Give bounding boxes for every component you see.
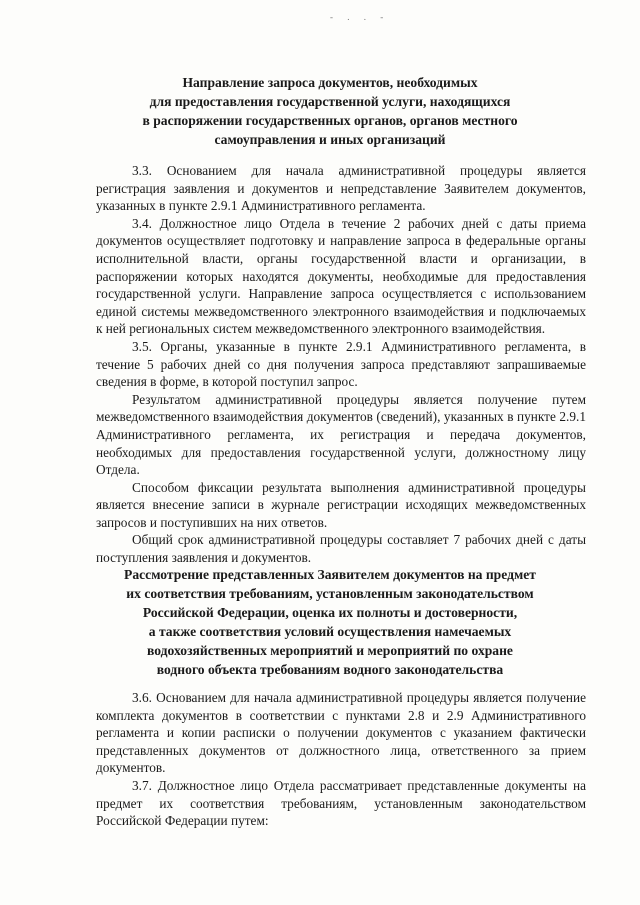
- section-heading-1: [100, 73, 560, 149]
- heading-line: в распоряжении государственных органов, органов местного: [142, 113, 518, 128]
- heading-line: самоуправления и иных организаций: [214, 132, 446, 147]
- heading-line: а также соответствия условий осуществления намечаемых: [148, 624, 512, 639]
- heading-line: их соответствия требованиям, установленным законодательством: [126, 586, 534, 601]
- paragraph-3-6: 3.6. Основанием для начала административной процедуры является получение комплекта документов в соответствии с пунктами 2.8 и 2.9 Административного регламента и копии расписки о получении документов с указанием фактически представленных документов от должностного лица, ответственного за прием документов.: [96, 690, 586, 776]
- heading-line: водного объекта требованиям водного законодательства: [156, 662, 504, 677]
- section-body-2: [96, 689, 586, 830]
- heading-line: Российской Федерации, оценка их полноты и достоверности,: [142, 605, 518, 620]
- paragraph-fixation: Способом фиксации результата выполнения административной процедуры является внесение записи в журнале регистрации исходящих межведомственных запросов и поступивших на них ответов.: [96, 479, 586, 530]
- paragraph-3-3: 3.3. Основанием для начала административной процедуры является регистрация заявления и документов и непредставление Заявителем документов, указанных в пункте 2.9.1 Административного регламента.: [96, 163, 586, 214]
- paragraph-3-4: 3.4. Должностное лицо Отдела в течение 2 рабочих дней с даты приема документов осуществляет подготовку и направление запроса в федеральные органы исполнительной власти, органы государственной власти и организации, в распоряжении которых находятся документы, необходимые для предоставления государственной услуги. Направление запроса осуществляется с использованием единой системы межведомственного электронного взаимодействия и подключаемых к ней региональных систем межведомственного электронного взаимодействия.: [96, 215, 586, 337]
- paragraph-total-term: Общий срок административной процедуры составляет 7 рабочих дней с даты поступления заявления и документов.: [96, 532, 586, 566]
- paragraph-3-5: 3.5. Органы, указанные в пункте 2.9.1 Административного регламента, в течение 5 рабочих дней со дня получения запроса представляют запрашиваемые сведения в форме, в которой поступил запрос.: [96, 338, 586, 390]
- section-heading-2: [95, 565, 565, 679]
- paragraph-3-7: 3.7. Должностное лицо Отдела рассматривает представленные документы на предмет их соответствия требованиям, установленным законодательством Российской Федерации путем:: [96, 777, 586, 829]
- heading-line: водохозяйственных мероприятий и мероприятий по охране: [147, 643, 513, 658]
- heading-line: Направление запроса документов, необходимых: [182, 75, 478, 90]
- scan-specks: - . . -: [330, 12, 390, 22]
- paragraph-result: Результатом административной процедуры является получение путем межведомственного взаимодействия документов (сведений), указанных в пункте 2.9.1 Административного регламента, их регистрация и передача документов, необходимых для предоставления государственной услуги, должностному лицу Отдела.: [96, 391, 586, 478]
- heading-line: для предоставления государственной услуги, находящихся: [149, 94, 511, 109]
- section-body-1: [96, 162, 586, 567]
- heading-line: Рассмотрение представленных Заявителем документов на предмет: [124, 567, 536, 582]
